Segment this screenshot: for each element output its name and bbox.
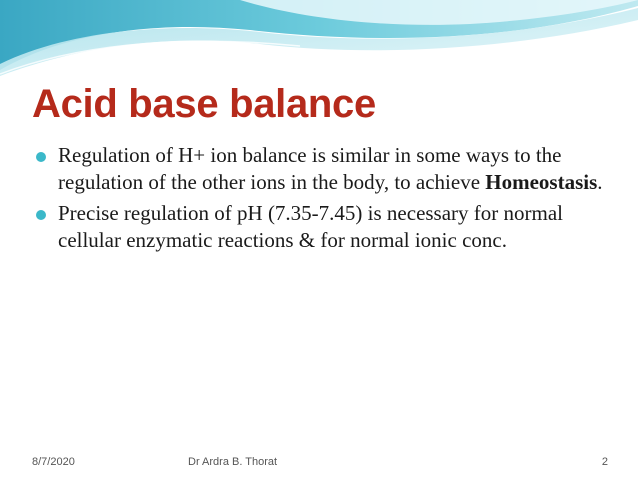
bullet-list (34, 142, 604, 258)
bullet-text: Precise regulation of pH (7.35-7.45) is necessary for normal cellular enzymatic reactions & for normal ionic conc. (58, 201, 564, 252)
footer-author: Dr Ardra B. Thorat (188, 456, 278, 468)
page-number: 2 (601, 456, 608, 468)
bullet-text-end: . (597, 170, 603, 194)
bullet-dot-icon (36, 152, 46, 162)
bullet-text: Regulation of H+ ion balance is similar in some ways to the regulation of the other ions in the body, to achieve (58, 143, 562, 194)
wave-banner (0, 0, 638, 80)
bullet-dot-icon (36, 210, 46, 220)
bullet-item (34, 200, 604, 254)
slide-title: Acid base balance (32, 82, 376, 126)
bullet-bold-text: Homeostasis (485, 170, 598, 194)
footer-date: 8/7/2020 (32, 456, 75, 468)
bullet-item (34, 142, 604, 196)
